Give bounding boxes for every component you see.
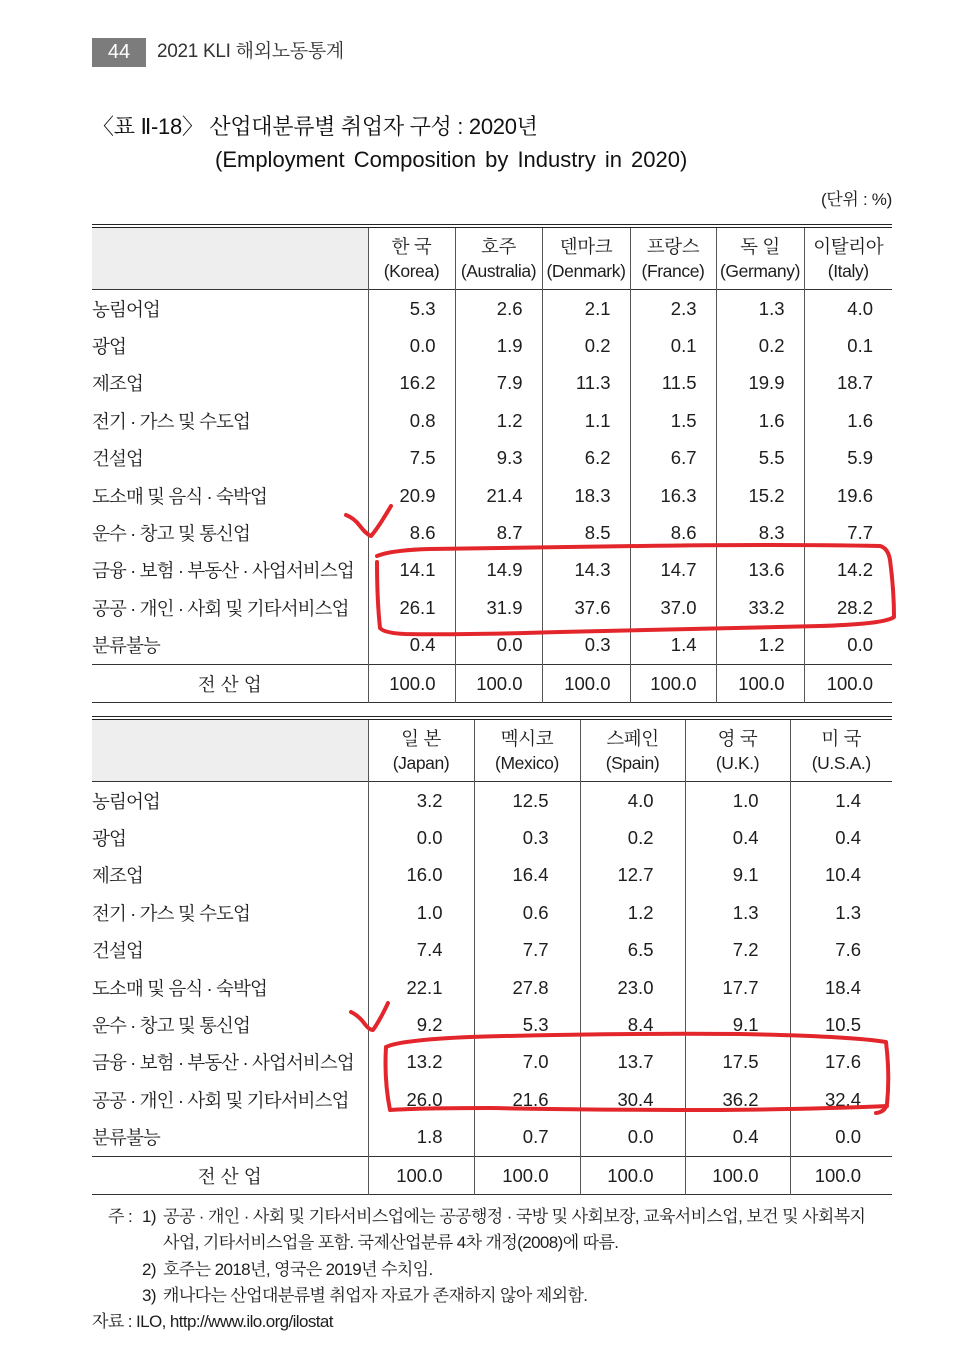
employment-table-1 <box>92 224 892 703</box>
column-header-3 <box>685 718 790 782</box>
total-row <box>92 1156 892 1194</box>
value-cell: 32.4 <box>790 1081 892 1118</box>
value-cell: 17.5 <box>685 1044 790 1081</box>
value-cell: 0.8 <box>368 402 455 439</box>
value-cell: 7.9 <box>455 365 542 402</box>
table-row <box>92 627 892 665</box>
value-cell: 17.6 <box>790 1044 892 1081</box>
value-cell: 21.4 <box>455 477 542 514</box>
value-cell: 7.7 <box>474 932 580 969</box>
total-label: 전 산 업 <box>197 1165 262 1187</box>
note-1 <box>92 1204 897 1257</box>
value-cell: 7.4 <box>368 932 474 969</box>
table-row <box>92 932 892 969</box>
country-name-en: (Germany) <box>719 260 801 281</box>
total-value-cell: 100.0 <box>368 1156 474 1194</box>
industry-label: 농림어업 <box>92 298 160 320</box>
column-header-5 <box>804 226 892 290</box>
value-cell: 19.9 <box>716 365 804 402</box>
value-cell: 8.3 <box>716 514 804 551</box>
value-cell: 0.1 <box>630 327 716 364</box>
country-name-ko: 영 국 <box>717 727 758 749</box>
note-line: 호주는 2018년, 영국은 2019년 수치임. <box>163 1259 433 1279</box>
value-cell: 1.0 <box>368 894 474 931</box>
value-cell: 5.3 <box>474 1006 580 1043</box>
table-row <box>92 440 892 477</box>
column-header-4 <box>716 226 804 290</box>
table-body <box>92 290 892 703</box>
industry-label: 분류불능 <box>92 1127 160 1149</box>
value-cell: 36.2 <box>685 1081 790 1118</box>
value-cell: 0.0 <box>368 819 474 856</box>
value-cell: 5.5 <box>716 440 804 477</box>
value-cell: 14.3 <box>542 552 630 589</box>
value-cell: 8.4 <box>580 1006 685 1043</box>
value-cell: 1.9 <box>455 327 542 364</box>
value-cell: 37.6 <box>542 589 630 626</box>
country-name-en: (Denmark) <box>546 260 626 281</box>
table-row <box>92 327 892 364</box>
value-cell: 1.8 <box>368 1119 474 1157</box>
value-cell: 5.3 <box>368 290 455 328</box>
column-header-1 <box>474 718 580 782</box>
country-name-ko: 이탈리아 <box>813 235 884 257</box>
value-cell: 26.1 <box>368 589 455 626</box>
total-value-cell: 100.0 <box>474 1156 580 1194</box>
table-row <box>92 1119 892 1157</box>
country-name-ko: 독 일 <box>740 235 780 257</box>
industry-label: 건설업 <box>92 448 143 470</box>
value-cell: 14.2 <box>804 552 892 589</box>
industry-label: 전기 · 가스 및 수도업 <box>92 902 250 924</box>
industry-label: 운수 · 창고 및 통신업 <box>92 1015 250 1037</box>
value-cell: 13.7 <box>580 1044 685 1081</box>
value-cell: 0.3 <box>474 819 580 856</box>
value-cell: 1.3 <box>790 894 892 931</box>
value-cell: 26.0 <box>368 1081 474 1118</box>
value-cell: 6.2 <box>542 440 630 477</box>
value-cell: 1.6 <box>804 402 892 439</box>
value-cell: 0.2 <box>542 327 630 364</box>
table-row <box>92 819 892 856</box>
value-cell: 28.2 <box>804 589 892 626</box>
value-cell: 4.0 <box>580 782 685 820</box>
total-value-cell: 100.0 <box>716 664 804 702</box>
value-cell: 6.7 <box>630 440 716 477</box>
table-row <box>92 1006 892 1043</box>
value-cell: 37.0 <box>630 589 716 626</box>
value-cell: 11.3 <box>542 365 630 402</box>
value-cell: 1.5 <box>630 402 716 439</box>
value-cell: 20.9 <box>368 477 455 514</box>
total-value-cell: 100.0 <box>368 664 455 702</box>
value-cell: 3.2 <box>368 782 474 820</box>
value-cell: 27.8 <box>474 969 580 1006</box>
page-number-badge: 44 <box>92 38 146 67</box>
value-cell: 16.4 <box>474 857 580 894</box>
column-header-2 <box>580 718 685 782</box>
value-cell: 0.4 <box>685 1119 790 1157</box>
table-row <box>92 969 892 1006</box>
total-label: 전 산 업 <box>197 673 262 695</box>
table-row <box>92 514 892 551</box>
table-row <box>92 589 892 626</box>
value-cell: 0.4 <box>685 819 790 856</box>
value-cell: 9.2 <box>368 1006 474 1043</box>
value-cell: 1.2 <box>455 402 542 439</box>
column-header-0 <box>368 226 455 290</box>
header-row <box>92 718 892 782</box>
value-cell: 15.2 <box>716 477 804 514</box>
value-cell: 1.3 <box>685 894 790 931</box>
industry-label: 제조업 <box>92 865 143 887</box>
table-row <box>92 1081 892 1118</box>
value-cell: 0.2 <box>716 327 804 364</box>
note-number: 3) <box>142 1285 156 1305</box>
header-corner-cell <box>92 226 368 290</box>
table-subtitle: (Employment Composition by Industry in 2020) <box>215 147 688 172</box>
country-name-ko: 멕시코 <box>500 727 554 749</box>
value-cell: 14.9 <box>455 552 542 589</box>
country-name-en: (Korea) <box>383 260 440 281</box>
table-row <box>92 552 892 589</box>
value-cell: 1.4 <box>630 627 716 665</box>
table-row <box>92 894 892 931</box>
country-name-en: (U.S.A.) <box>811 752 871 773</box>
value-cell: 7.5 <box>368 440 455 477</box>
table-row <box>92 857 892 894</box>
header-row <box>92 226 892 290</box>
value-cell: 4.0 <box>804 290 892 328</box>
unit-label: (단위 : %) <box>820 190 892 209</box>
value-cell: 13.2 <box>368 1044 474 1081</box>
total-value-cell: 100.0 <box>685 1156 790 1194</box>
note-line: 사업, 기타서비스업을 포함. 국제산업분류 4차 개정(2008)에 따름. <box>163 1233 619 1253</box>
value-cell: 16.0 <box>368 857 474 894</box>
country-name-ko: 일 본 <box>401 727 441 749</box>
country-name-ko: 한 국 <box>391 235 432 257</box>
value-cell: 0.4 <box>368 627 455 665</box>
value-cell: 0.0 <box>368 327 455 364</box>
note-2 <box>92 1257 897 1283</box>
value-cell: 2.1 <box>542 290 630 328</box>
value-cell: 16.3 <box>630 477 716 514</box>
total-value-cell: 100.0 <box>542 664 630 702</box>
value-cell: 7.6 <box>790 932 892 969</box>
country-name-ko: 스페인 <box>606 727 659 749</box>
value-cell: 9.3 <box>455 440 542 477</box>
column-header-1 <box>455 226 542 290</box>
value-cell: 10.5 <box>790 1006 892 1043</box>
value-cell: 2.6 <box>455 290 542 328</box>
note-line: 캐나다는 산업대분류별 취업자 자료가 존재하지 않아 제외함. <box>163 1285 588 1305</box>
industry-label: 농림어업 <box>92 790 160 812</box>
table-row <box>92 365 892 402</box>
value-cell: 1.4 <box>790 782 892 820</box>
note-3 <box>92 1283 897 1309</box>
value-cell: 0.6 <box>474 894 580 931</box>
value-cell: 12.7 <box>580 857 685 894</box>
value-cell: 1.3 <box>716 290 804 328</box>
table-header <box>92 718 892 782</box>
value-cell: 0.0 <box>455 627 542 665</box>
value-cell: 21.6 <box>474 1081 580 1118</box>
value-cell: 0.2 <box>580 819 685 856</box>
source-line: 자료 : ILO, http://www.ilo.org/ilostat <box>92 1312 333 1332</box>
country-name-ko: 미 국 <box>821 727 862 749</box>
total-value-cell: 100.0 <box>804 664 892 702</box>
column-header-0 <box>368 718 474 782</box>
industry-label: 광업 <box>92 828 126 850</box>
value-cell: 14.1 <box>368 552 455 589</box>
total-value-cell: 100.0 <box>790 1156 892 1194</box>
note-line: 공공 · 개인 · 사회 및 기타서비스업에는 공공행정 · 국방 및 사회보장, 교육서비스업, 보건 및 사회복지 <box>163 1207 866 1226</box>
country-name-en: (Japan) <box>392 752 450 773</box>
value-cell: 0.0 <box>790 1119 892 1157</box>
note-number: 2) <box>142 1259 156 1279</box>
industry-label: 도소매 및 음식 · 숙박업 <box>92 485 267 507</box>
value-cell: 17.7 <box>685 969 790 1006</box>
industry-label: 도소매 및 음식 · 숙박업 <box>92 977 267 999</box>
industry-label: 분류불능 <box>92 635 160 657</box>
table-row <box>92 290 892 328</box>
value-cell: 7.2 <box>685 932 790 969</box>
table-row <box>92 782 892 820</box>
value-cell: 1.6 <box>716 402 804 439</box>
value-cell: 22.1 <box>368 969 474 1006</box>
total-value-cell: 100.0 <box>630 664 716 702</box>
column-header-4 <box>790 718 892 782</box>
country-name-en: (France) <box>641 260 705 281</box>
value-cell: 7.0 <box>474 1044 580 1081</box>
industry-label: 건설업 <box>92 940 143 962</box>
value-cell: 0.0 <box>804 627 892 665</box>
note-prefix: 주 : <box>108 1207 133 1226</box>
value-cell: 23.0 <box>580 969 685 1006</box>
notes <box>92 1204 897 1335</box>
value-cell: 11.5 <box>630 365 716 402</box>
country-name-en: (Mexico) <box>495 752 559 773</box>
total-row <box>92 664 892 702</box>
industry-label: 전기 · 가스 및 수도업 <box>92 410 250 432</box>
value-cell: 19.6 <box>804 477 892 514</box>
industry-label: 광업 <box>92 336 126 358</box>
table-header <box>92 226 892 290</box>
value-cell: 13.6 <box>716 552 804 589</box>
value-cell: 33.2 <box>716 589 804 626</box>
note-number: 1) <box>142 1207 156 1226</box>
value-cell: 1.1 <box>542 402 630 439</box>
industry-label: 공공 · 개인 · 사회 및 기타서비스업 <box>92 597 349 619</box>
value-cell: 1.2 <box>716 627 804 665</box>
employment-table-2 <box>92 716 892 1195</box>
value-cell: 18.7 <box>804 365 892 402</box>
value-cell: 0.4 <box>790 819 892 856</box>
industry-label: 공공 · 개인 · 사회 및 기타서비스업 <box>92 1089 349 1111</box>
value-cell: 8.5 <box>542 514 630 551</box>
value-cell: 31.9 <box>455 589 542 626</box>
value-cell: 0.7 <box>474 1119 580 1157</box>
value-cell: 0.1 <box>804 327 892 364</box>
value-cell: 7.7 <box>804 514 892 551</box>
value-cell: 8.6 <box>630 514 716 551</box>
value-cell: 5.9 <box>804 440 892 477</box>
value-cell: 0.3 <box>542 627 630 665</box>
table-body <box>92 782 892 1195</box>
table-row <box>92 402 892 439</box>
value-cell: 2.3 <box>630 290 716 328</box>
country-name-ko: 덴마크 <box>559 235 613 257</box>
value-cell: 9.1 <box>685 1006 790 1043</box>
country-name-en: (Spain) <box>605 752 660 773</box>
value-cell: 8.6 <box>368 514 455 551</box>
industry-label: 운수 · 창고 및 통신업 <box>92 523 250 545</box>
table-row <box>92 477 892 514</box>
country-name-en: (Italy) <box>827 260 869 281</box>
total-value-cell: 100.0 <box>455 664 542 702</box>
table-row <box>92 1044 892 1081</box>
running-title: 2021 KLI 해외노동통계 <box>157 41 344 62</box>
value-cell: 1.0 <box>685 782 790 820</box>
value-cell: 12.5 <box>474 782 580 820</box>
value-cell: 14.7 <box>630 552 716 589</box>
column-header-3 <box>630 226 716 290</box>
header-corner-cell <box>92 718 368 782</box>
value-cell: 1.2 <box>580 894 685 931</box>
industry-label: 금융 · 보험 · 부동산 · 사업서비스업 <box>92 1052 354 1074</box>
column-header-2 <box>542 226 630 290</box>
value-cell: 18.3 <box>542 477 630 514</box>
value-cell: 8.7 <box>455 514 542 551</box>
country-name-ko: 프랑스 <box>646 235 700 257</box>
value-cell: 0.0 <box>580 1119 685 1157</box>
table-title: 〈표 Ⅱ-18〉 산업대분류별 취업자 구성 : 2020년 <box>92 114 538 139</box>
value-cell: 16.2 <box>368 365 455 402</box>
industry-label: 금융 · 보험 · 부동산 · 사업서비스업 <box>92 560 354 582</box>
total-value-cell: 100.0 <box>580 1156 685 1194</box>
country-name-ko: 호주 <box>481 235 516 257</box>
value-cell: 30.4 <box>580 1081 685 1118</box>
value-cell: 9.1 <box>685 857 790 894</box>
country-name-en: (U.K.) <box>715 752 760 773</box>
value-cell: 6.5 <box>580 932 685 969</box>
industry-label: 제조업 <box>92 373 143 395</box>
country-name-en: (Australia) <box>460 260 537 281</box>
value-cell: 18.4 <box>790 969 892 1006</box>
value-cell: 10.4 <box>790 857 892 894</box>
